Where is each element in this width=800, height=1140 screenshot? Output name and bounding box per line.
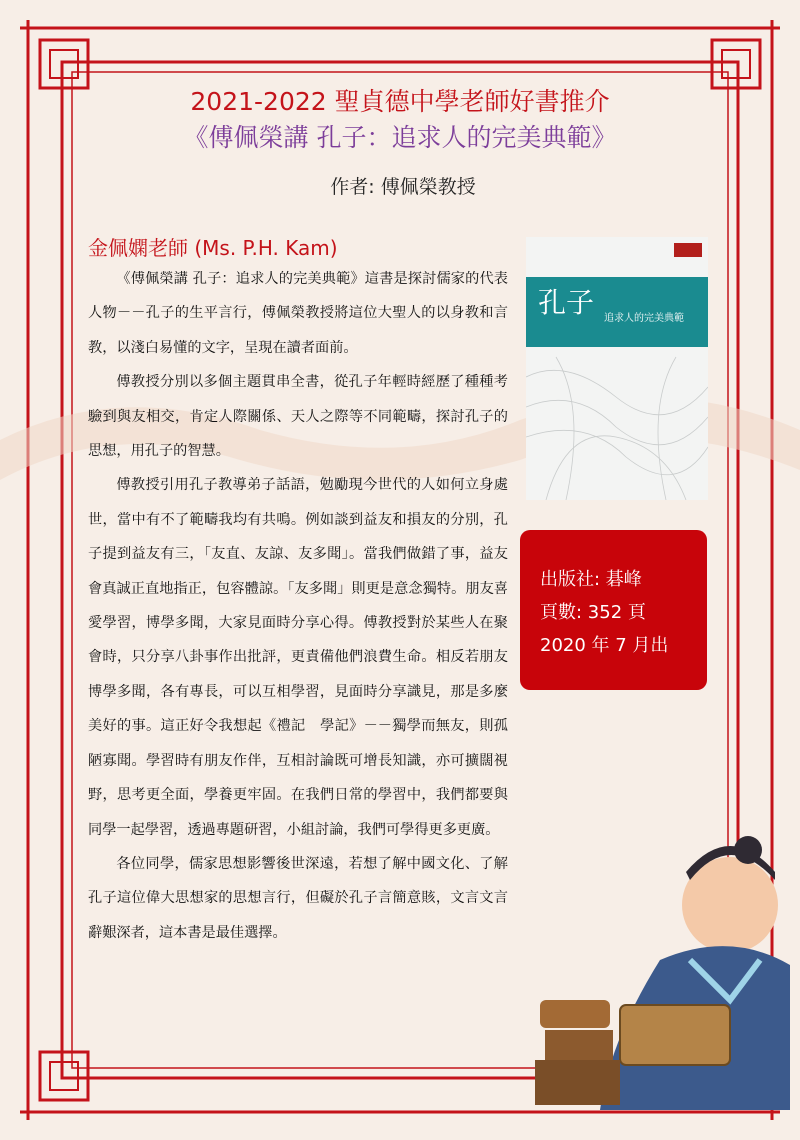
page-title-year: 2021-2022 聖貞德中學老師好書推介 — [190, 87, 610, 116]
book-cover-image — [526, 237, 708, 500]
cover-title: 孔子 — [538, 286, 595, 319]
review-paragraph: 傅教授引用孔子教導弟子話語，勉勵現今世代的人如何立身處世，當中有不了範疇我均有共鳴。例如談到益友和損友的分別，孔子提到益友有三，「友直、友諒、友多聞」。當我們做錯了事，益友會真誠正直地指正，包容體諒。「友多聞」則更是意念獨特。朋友喜愛學習，博學多聞，大家見面時分享心得。傅教授對於某些人在聚會時，只分享八卦事作出批評，更責備他們浪費生命。相反若朋友博學多聞，各有專長，可以互相學習，見面時分享識見，那是多麼美好的事。這正好令我想起《禮記 學記》－－獨學而無友，則孤陋寡聞。學習時有朋友作伴，互相討論既可增長知識，亦可擴闊視野，思考更全面，學養更牢固。在我們日常的學習中，我們都要與同學一起學習，透過專題研習，小組討論，我們可學得更多更廣。 — [88, 477, 508, 838]
page-count: 頁數: 352 頁 — [540, 602, 646, 623]
publication-info-box — [520, 530, 707, 690]
author-label: 作者: — [330, 176, 375, 198]
cover-subtitle: 追求人的完美典範 — [604, 313, 684, 324]
book-title-heading: 《傅佩榮講 孔子：追求人的完美典範》 — [183, 123, 617, 152]
review-paragraph: 各位同學，儒家思想影響後世深遠，若想了解中國文化、了解孔子這位偉大思想家的思想言行，但礙於孔子言簡意賅，文言文言辭艱深者，這本書是最佳選擇。 — [88, 855, 508, 941]
author-line — [0, 172, 800, 199]
publish-date: 2020 年 7 月出 — [540, 635, 669, 656]
review-body — [88, 262, 508, 950]
publisher: 出版社: 碁峰 — [540, 569, 642, 590]
author-name: 傅佩榮教授 — [380, 176, 476, 198]
reviewer-name: 金佩嫻老師 (Ms. P.H. Kam) — [88, 236, 338, 260]
review-paragraph: 傅教授分別以多個主題貫串全書，從孔子年輕時經歷了種種考驗到與友相交，肯定人際關係、天人之際等不同範疇，探討孔子的思想，用孔子的智慧。 — [88, 374, 508, 460]
scholar-illustration — [535, 836, 790, 1110]
publisher-logo — [674, 243, 702, 257]
review-paragraph: 《傅佩榮講 孔子：追求人的完美典範》這書是探討儒家的代表人物－－孔子的生平言行，傅佩榮教授將這位大聖人的以身教和言教，以淺白易懂的文字，呈現在讀者面前。 — [88, 271, 508, 356]
